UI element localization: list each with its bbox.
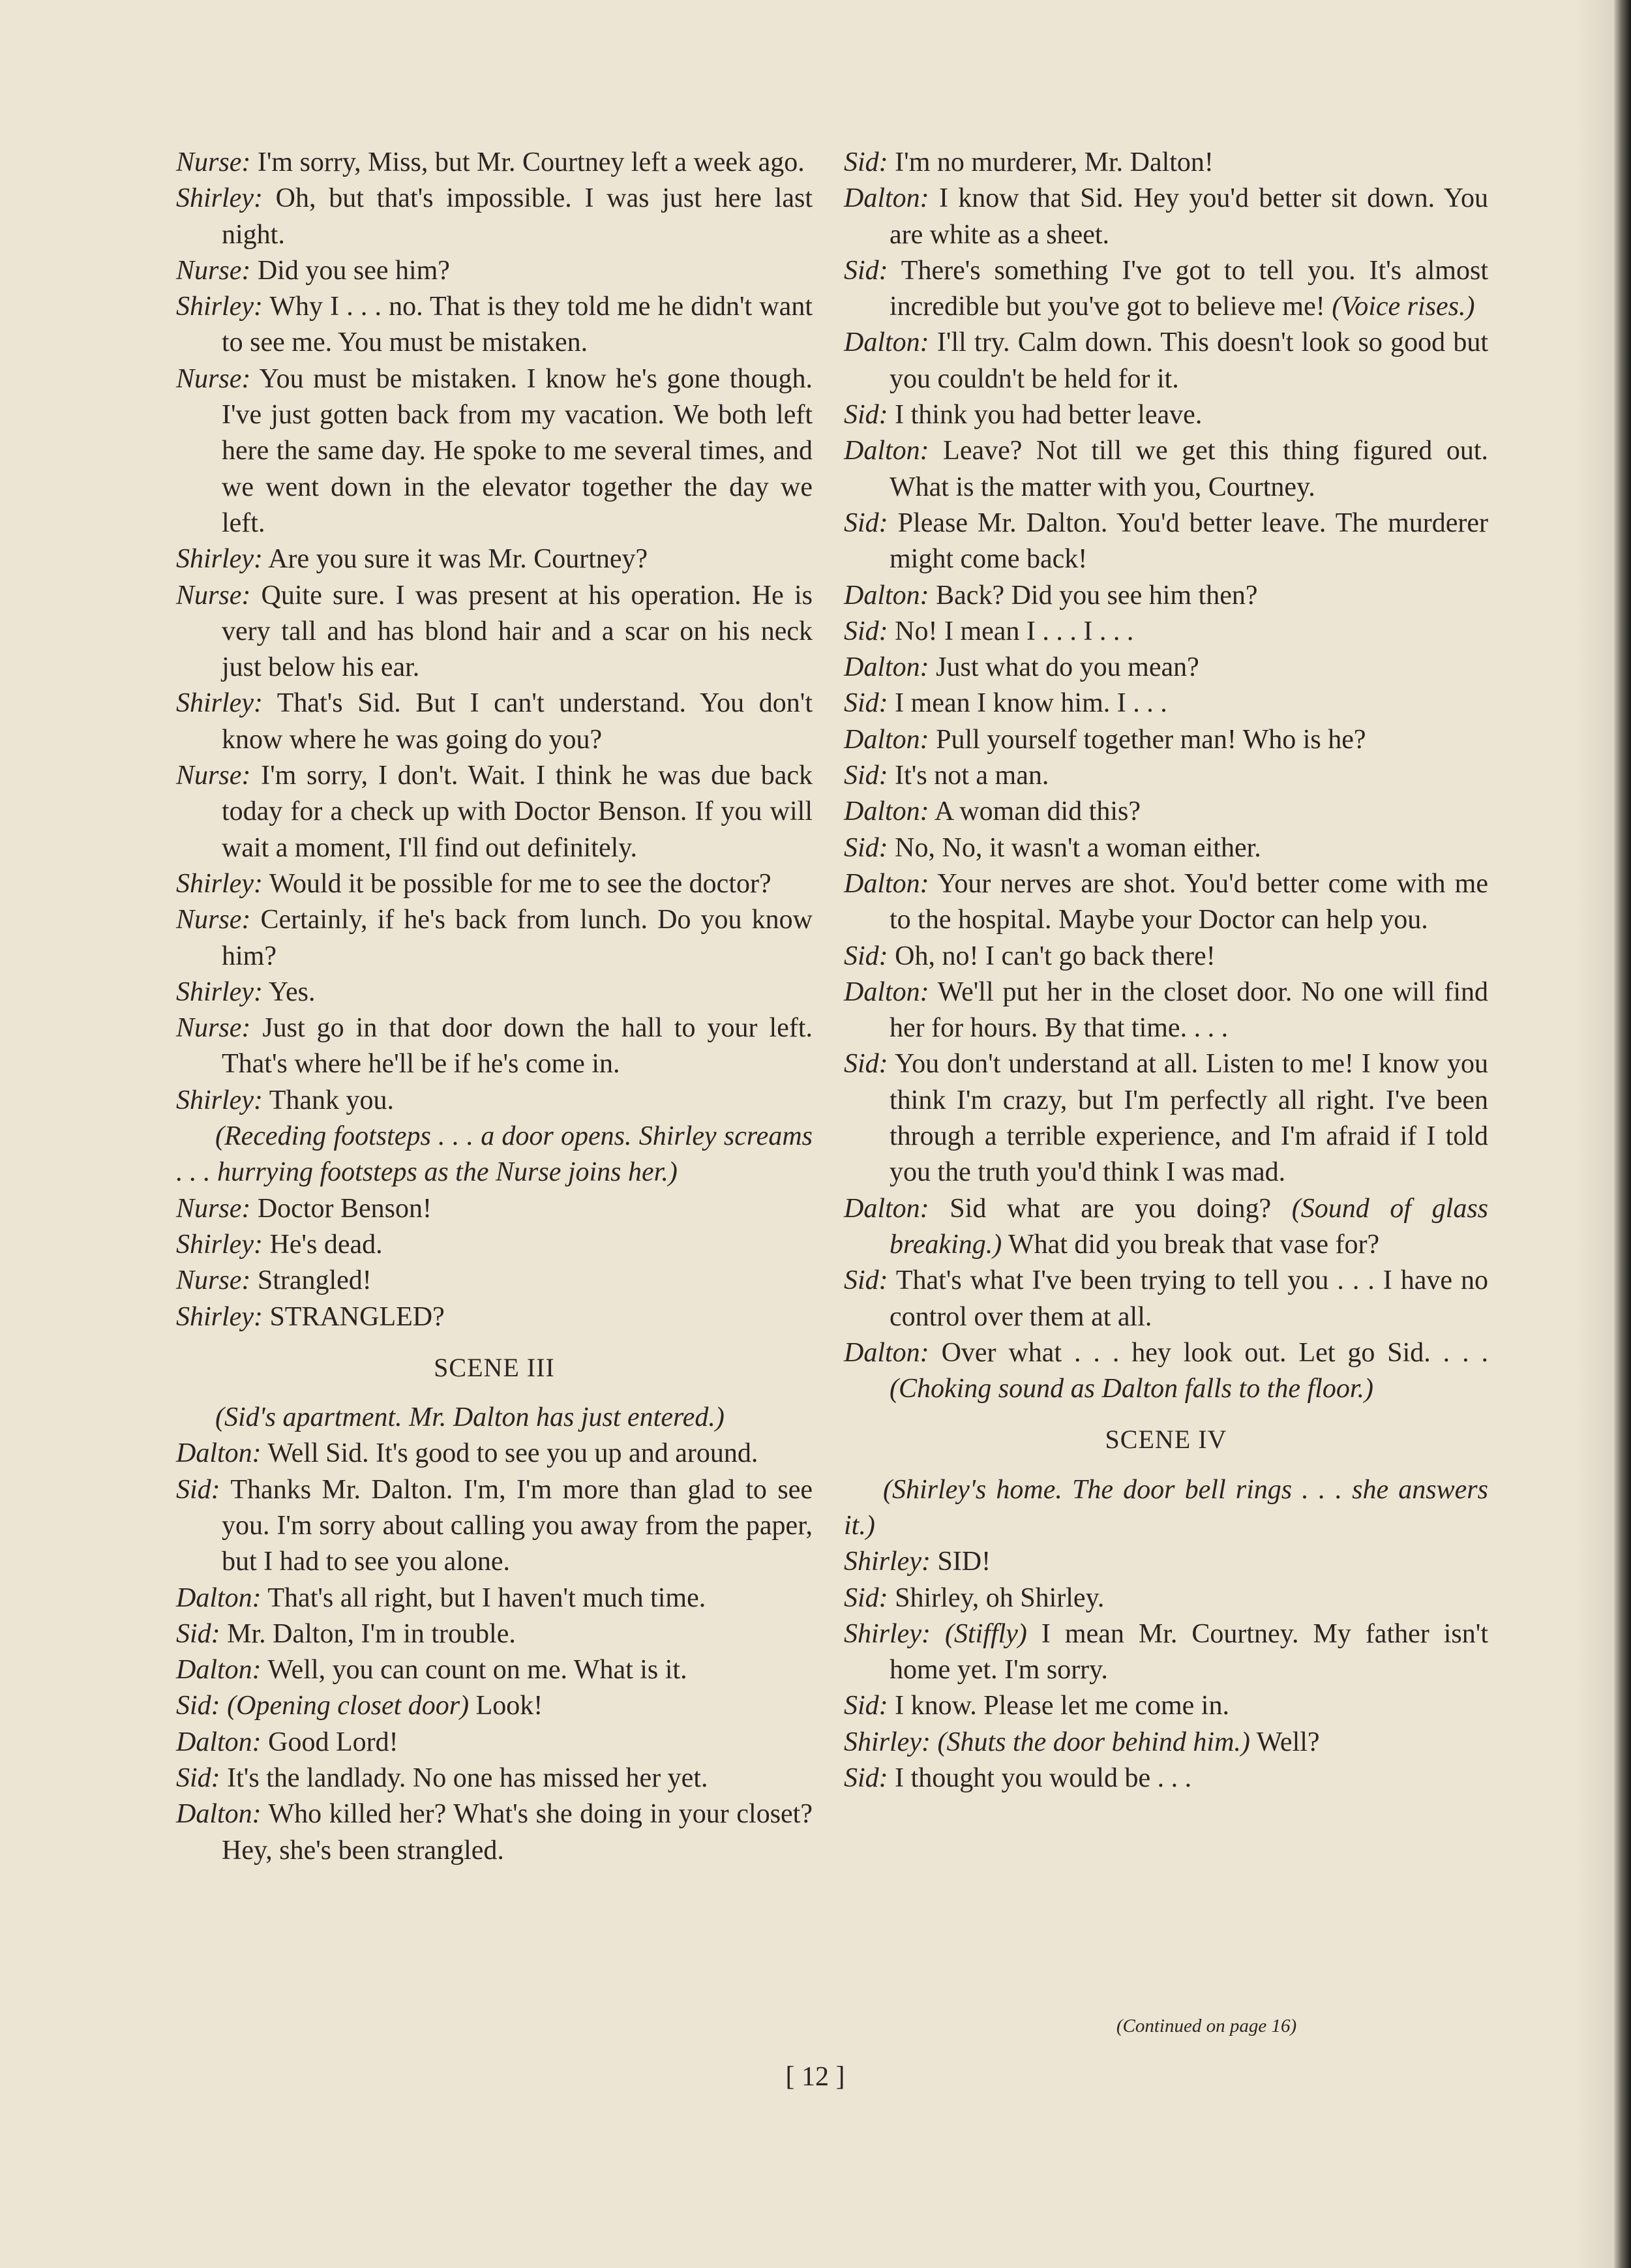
dialogue-line [844,866,1488,939]
dialogue-text: Back? Did you see him then? [929,580,1258,611]
speaker-name: Dalton: [176,1727,262,1757]
speaker-name: Shirley: [176,868,263,899]
speaker-name: Dalton: [844,580,929,611]
speaker-name: Sid: [844,1049,888,1080]
dialogue-text: I know. Please let me come in. [888,1691,1229,1721]
dialogue-line [176,1436,813,1472]
dialogue-line [844,794,1488,830]
left-column [176,145,813,1869]
dialogue-line [176,758,813,866]
dialogue-text: Your nerves are shot. You'd better come with me to the hospital. Maybe your Doctor can help you. [890,868,1488,935]
speaker-name: Sid: [844,255,888,286]
dialogue-text: What did you break that vase for? [1002,1229,1380,1260]
speaker-name: Dalton: [176,1655,262,1686]
dialogue-line [176,361,813,541]
speaker-name: Sid: [844,832,888,863]
dialogue-line [176,1191,813,1227]
dialogue-text: That's all right, but I haven't much time. [261,1582,706,1613]
speaker-name: Dalton: [176,1582,262,1613]
dialogue-line [844,506,1488,578]
speaker-name: Sid: [844,941,888,971]
dialogue-line [176,686,813,758]
dialogue-text: I'll try. Calm down. This doesn't look so good but you couldn't be held for it. [890,327,1488,394]
stage-direction: (Sid's apartment. Mr. Dalton has just entered.) [215,1402,725,1433]
dialogue-text: Just what do you mean? [929,652,1199,683]
dialogue-line [844,614,1488,650]
inline-direction: (Opening closet door) [220,1691,470,1721]
dialogue-text: I know that Sid. Hey you'd better sit down. You are white as a sheet. [890,183,1488,250]
speaker-name: Nurse: [176,255,251,286]
dialogue-line [176,975,813,1010]
speaker-name: Dalton: [844,1193,929,1224]
dialogue-line [176,1299,813,1335]
dialogue-text: Oh, but that's impossible. I was just here last night. [222,183,813,250]
dialogue-line [176,1725,813,1761]
dialogue-text: No! I mean I . . . I . . . [888,616,1134,646]
dialogue-text: That's what I've been trying to tell you . . . I have no control over them at all. [888,1265,1488,1332]
speaker-name: Sid: [844,616,888,646]
speaker-name: Dalton: [844,652,929,683]
dialogue-line [844,1761,1488,1796]
dialogue-line [844,145,1488,181]
dialogue-line [176,145,813,181]
dialogue-text: Good Lord! [261,1727,398,1757]
inline-direction: (Choking sound as Dalton falls to the floor.) [890,1374,1374,1404]
dialogue-text: That's Sid. But I can't understand. You don't know where he was going do you? [222,688,813,755]
speaker-name: Sid: [176,1763,220,1794]
speaker-name: Sid: [844,507,888,538]
dialogue-text: Sid what are you doing? [929,1193,1272,1224]
speaker-name: Nurse: [176,363,251,394]
dialogue-line [844,433,1488,506]
speaker-name: Sid: [844,1691,888,1721]
dialogue-line [176,253,813,289]
dialogue-line [844,1616,1488,1689]
dialogue-text: I thought you would be . . . [888,1763,1192,1794]
dialogue-text: Pull yourself together man! Who is he? [929,724,1366,755]
speaker-name: Dalton: [844,327,929,358]
inline-direction: (Voice rises.) [1324,292,1475,322]
speaker-name: Shirley: [176,183,263,214]
dialogue-line [844,722,1488,758]
dialogue-text: Thank you. [262,1085,394,1115]
speaker-name: Shirley: [844,1547,931,1577]
dialogue-line [844,1335,1488,1408]
speaker-name: Sid: [844,147,888,177]
speaker-name: Sid: [844,1265,888,1296]
inline-direction: (Shuts the door behind him.) [930,1727,1250,1757]
dialogue-line [844,939,1488,975]
dialogue-line [176,1227,813,1263]
dialogue-line [844,830,1488,866]
page-number: [ 12 ] [785,2062,845,2092]
dialogue-line [844,1191,1488,1263]
speaker-name: Shirley: [844,1727,931,1757]
dialogue-line [844,975,1488,1047]
dialogue-text: Over what . . . hey look out. Let go Sid. . . . [929,1337,1488,1368]
dialogue-line [176,181,813,253]
book-spine [1614,0,1631,2268]
stage-direction: (Receding footsteps . . . a door opens. Shirley screams . . . hurrying footsteps as the Nurse joins her.) [176,1121,813,1188]
dialogue-text: Certainly, if he's back from lunch. Do you know him? [222,905,813,971]
dialogue-text: It's the landlady. No one has missed her yet. [220,1763,708,1794]
dialogue-text: We'll put her in the closet door. No one will find her for hours. By that time. . . . [890,976,1488,1044]
dialogue-text: SID! [930,1547,991,1577]
dialogue-line [844,758,1488,794]
speaker-name: Nurse: [176,1265,251,1296]
dialogue-line [844,397,1488,433]
dialogue-line [176,1796,813,1869]
dialogue-line [844,686,1488,721]
speaker-name: Dalton: [844,436,929,466]
dialogue-line [176,1761,813,1796]
speaker-name: Sid: [176,1474,220,1505]
dialogue-text: I'm sorry, I don't. Wait. I think he was due back today for a check up with Doctor Benson. If you will wait a moment, I'll find out definitely. [222,761,813,863]
speaker-name: Shirley: [844,1618,931,1649]
speaker-name: Sid: [844,761,888,791]
dialogue-line [844,325,1488,397]
dialogue-text: I'm sorry, Miss, but Mr. Courtney left a week ago. [250,147,805,177]
dialogue-text: Are you sure it was Mr. Courtney? [262,544,648,575]
speaker-name: Dalton: [844,976,929,1007]
scene-heading: SCENE III [434,1352,555,1382]
dialogue-line [176,578,813,686]
speaker-name: Sid: [176,1691,220,1721]
dialogue-text: Who killed her? What's she doing in your closet? Hey, she's been strangled. [222,1799,813,1866]
dialogue-text: It's not a man. [888,761,1049,791]
dialogue-line [844,1046,1488,1190]
dialogue-line [844,1580,1488,1616]
dialogue-text: A woman did this? [929,796,1141,827]
dialogue-line [176,1616,813,1652]
dialogue-text: You don't understand at all. Listen to me! I know you think I'm crazy, but I'm perfectly all right. I've been through a terrible experience, and I'm afraid if I told you the truth you'd think I was mad. [888,1049,1488,1188]
speaker-name: Sid: [844,1763,888,1794]
dialogue-text: Did you see him? [250,255,450,286]
dialogue-text: I'm no murderer, Mr. Dalton! [888,147,1214,177]
dialogue-text: I mean Mr. Courtney. My father isn't home yet. I'm sorry. [890,1618,1488,1686]
dialogue-text: Leave? Not till we get this thing figured out. What is the matter with you, Courtney. [890,436,1488,502]
dialogue-text: He's dead. [262,1229,383,1260]
inline-direction: (Stiffly) [930,1618,1027,1649]
speaker-name: Nurse: [176,580,251,611]
stage-direction: (Shirley's home. The door bell rings . . . she answers it.) [844,1474,1488,1541]
dialogue-line [176,1472,813,1580]
dialogue-line [844,181,1488,253]
dialogue-line [176,289,813,361]
page-gutter-shadow [1575,0,1614,2268]
dialogue-text: You must be mistaken. I know he's gone though. I've just gotten back from my vacation. We both left here the same day. He spoke to me several times, and we went down in the elevator together the day we left. [222,363,813,538]
speaker-name: Dalton: [176,1438,262,1469]
dialogue-text: Would it be possible for me to see the doctor? [262,868,771,899]
speaker-name: Dalton: [844,724,929,755]
dialogue-line [176,866,813,902]
dialogue-text: There's something I've got to tell you. It's almost incredible but you've got to believe me! [888,255,1488,322]
dialogue-text: Quite sure. I was present at his operation. He is very tall and has blond hair and a scar on his neck just below his ear. [222,580,813,683]
dialogue-text: Oh, no! I can't go back there! [888,941,1216,971]
dialogue-text: Please Mr. Dalton. You'd better leave. The murderer might come back! [888,507,1488,575]
right-column [844,145,1488,1796]
speaker-name: Dalton: [176,1799,262,1830]
dialogue-text: I mean I know him. I . . . [888,688,1167,719]
dialogue-text: Doctor Benson! [250,1193,432,1224]
dialogue-line [176,1652,813,1688]
inline-direction: (Sound of glass breaking.) [890,1193,1489,1260]
speaker-name: Nurse: [176,761,251,791]
dialogue-line [176,902,813,975]
dialogue-text: Yes. [262,976,316,1007]
dialogue-text: Mr. Dalton, I'm in trouble. [220,1618,516,1649]
dialogue-text: Shirley, oh Shirley. [888,1582,1105,1613]
speaker-name: Nurse: [176,147,251,177]
speaker-name: Sid: [844,688,888,719]
dialogue-line [176,541,813,577]
speaker-name: Sid: [844,1582,888,1613]
speaker-name: Dalton: [844,796,929,827]
speaker-name: Sid: [844,400,888,431]
dialogue-line [844,578,1488,614]
speaker-name: Shirley: [176,688,263,719]
speaker-name: Dalton: [844,868,929,899]
dialogue-line [844,1725,1488,1761]
speaker-name: Nurse: [176,1193,251,1224]
dialogue-text: STRANGLED? [262,1301,445,1332]
speaker-name: Dalton: [844,183,929,214]
speaker-name: Shirley: [176,292,263,322]
dialogue-text: No, No, it wasn't a woman either. [888,832,1261,863]
dialogue-text: Look! [469,1691,543,1721]
dialogue-text: Well? [1249,1727,1320,1757]
speaker-name: Shirley: [176,1229,263,1260]
speaker-name: Shirley: [176,1301,263,1332]
dialogue-text: Strangled! [250,1265,372,1296]
dialogue-line [176,1263,813,1299]
dialogue-line [176,1580,813,1616]
continued-note: (Continued on page 16) [1116,2016,1297,2036]
dialogue-text: Just go in that door down the hall to your left. That's where he'll be if he's come in. [222,1013,813,1080]
scene-heading: SCENE IV [1105,1425,1227,1455]
speaker-name: Sid: [176,1618,220,1649]
dialogue-line [176,1010,813,1083]
dialogue-line [176,1688,813,1724]
dialogue-text: Well Sid. It's good to see you up and around. [261,1438,758,1469]
dialogue-text: Thanks Mr. Dalton. I'm, I'm more than glad to see you. I'm sorry about calling you away from the paper, but I had to see you alone. [220,1474,813,1577]
dialogue-text: Well, you can count on me. What is it. [261,1655,687,1686]
dialogue-line [844,253,1488,325]
speaker-name: Shirley: [176,544,263,575]
dialogue-text: I think you had better leave. [888,400,1203,431]
speaker-name: Nurse: [176,905,251,935]
dialogue-line [844,1688,1488,1724]
speaker-name: Nurse: [176,1013,251,1044]
dialogue-line [176,1083,813,1119]
speaker-name: Dalton: [844,1337,929,1368]
dialogue-line [844,650,1488,686]
dialogue-text: Why I . . . no. That is they told me he didn't want to see me. You must be mistaken. [222,292,813,358]
speaker-name: Shirley: [176,1085,263,1115]
dialogue-line [844,1544,1488,1580]
dialogue-line [844,1263,1488,1335]
speaker-name: Shirley: [176,976,263,1007]
